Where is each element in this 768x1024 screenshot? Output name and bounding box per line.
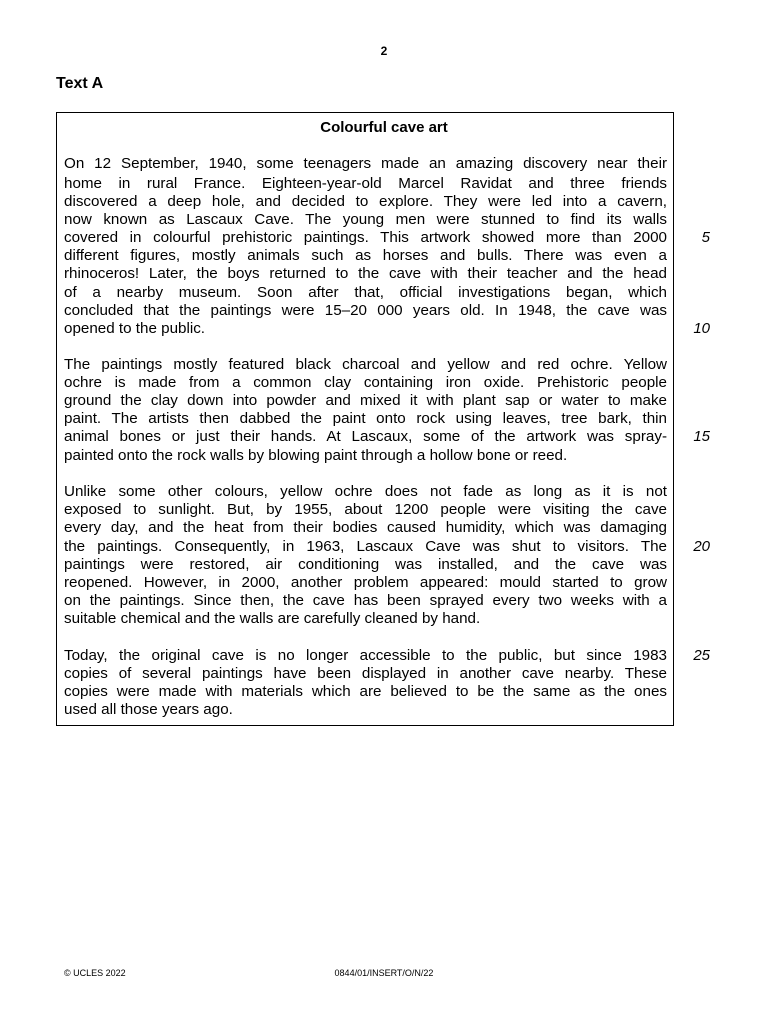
text-line: every day, and the heat from their bodies caused humidity, which was damaging: [64, 519, 667, 536]
text-line: on the paintings. Since then, the cave has been sprayed every two weeks with a: [64, 592, 667, 609]
text-line: exposed to sunlight. But, by 1955, about 1200 people were visiting the cave: [64, 501, 667, 518]
text-line: covered in colourful prehistoric paintings. This artwork showed more than 2000: [64, 229, 667, 246]
text-line: suitable chemical and the walls are carefully cleaned by hand.: [64, 610, 481, 627]
page-number: 2: [380, 44, 388, 58]
line-number: 15: [693, 428, 710, 445]
text-line: the paintings. Consequently, in 1963, Lascaux Cave was shut to visitors. The: [64, 538, 667, 555]
line-number: 10: [693, 320, 710, 337]
text-line: ground the clay down into powder and mixed it with plant sap or water to make: [64, 392, 667, 409]
text-line: of a nearby museum. Soon after that, official investigations began, which: [64, 284, 667, 301]
text-line: Today, the original cave is no longer accessible to the public, but since 1983: [64, 647, 667, 664]
footer-code: 0844/01/INSERT/O/N/22: [334, 968, 434, 978]
footer-copyright: © UCLES 2022: [64, 968, 126, 978]
text-line: opened to the public.: [64, 320, 206, 337]
text-line: copies of several paintings have been displayed in another cave nearby. These: [64, 665, 667, 682]
text-line: different figures, mostly animals such as horses and bulls. There was even a: [64, 247, 667, 264]
text-line: home in rural France. Eighteen-year-old Marcel Ravidat and three friends: [64, 175, 667, 192]
text-line: paintings were restored, air conditioning was installed, and the cave was: [64, 556, 667, 573]
line-number: 25: [693, 647, 710, 664]
text-line: used all those years ago.: [64, 701, 233, 718]
text-line: The paintings mostly featured black charcoal and yellow and red ochre. Yellow: [64, 356, 667, 373]
text-line: On 12 September, 1940, some teenagers made an amazing discovery near their: [64, 155, 667, 172]
text-line: now known as Lascaux Cave. The young men were stunned to find its walls: [64, 211, 667, 228]
section-label: Text A: [56, 75, 104, 92]
text-line: rhinoceros! Later, the boys returned to the cave with their teacher and the head: [64, 265, 667, 282]
line-number: 5: [701, 229, 710, 246]
text-line: ochre is made from a common clay containing iron oxide. Prehistoric people: [64, 374, 667, 391]
article-title: Colourful cave art: [320, 119, 448, 136]
text-line: discovered a deep hole, and decided to explore. They were led into a cavern,: [64, 193, 667, 210]
text-line: Unlike some other colours, yellow ochre does not fade as long as it is not: [64, 483, 667, 500]
text-line: painted onto the rock walls by blowing paint through a hollow bone or reed.: [64, 447, 568, 464]
text-line: animal bones or just their hands. At Lascaux, some of the artwork was spray-: [64, 428, 667, 445]
line-number: 20: [693, 538, 710, 555]
text-line: reopened. However, in 2000, another problem appeared: mould started to grow: [64, 574, 667, 591]
text-line: paint. The artists then dabbed the paint onto rock using leaves, tree bark, thin: [64, 410, 667, 427]
text-line: copies were made with materials which are believed to be the same as the ones: [64, 683, 667, 700]
text-line: concluded that the paintings were 15–20 000 years old. In 1948, the cave was: [64, 302, 667, 319]
